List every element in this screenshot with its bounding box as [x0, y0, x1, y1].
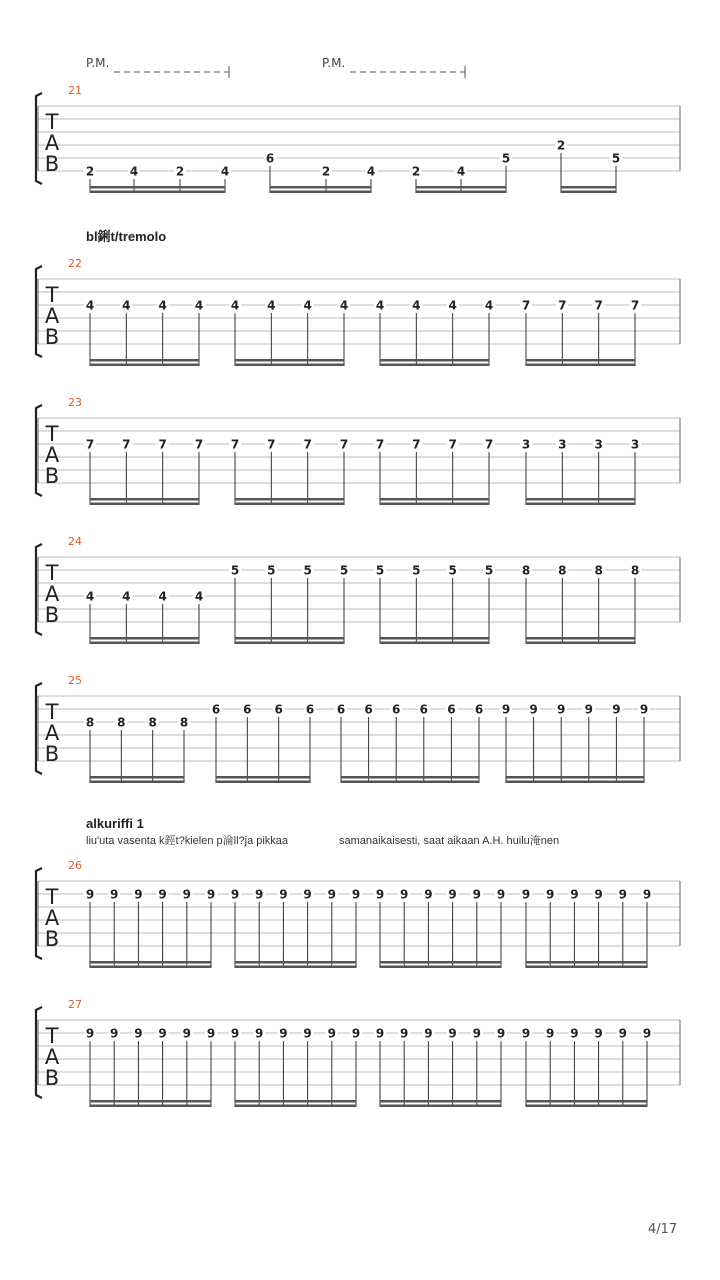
- fret-number: 9: [110, 1026, 119, 1041]
- fret-number: 3: [630, 437, 640, 452]
- fret-number: 4: [122, 298, 131, 313]
- fret-number: 9: [521, 1026, 531, 1041]
- fret-number: 7: [521, 298, 531, 313]
- fret-number: 9: [584, 702, 593, 717]
- lyric-text-left: liu'uta vasenta k鋞t?kielen p淪ll?ja pikkaa: [86, 835, 289, 847]
- beam-group: [84, 437, 205, 505]
- beam-secondary: [235, 364, 344, 367]
- fret-number: 9: [85, 1026, 95, 1041]
- beam-primary: [526, 1100, 647, 1103]
- system-bracket: [36, 868, 42, 959]
- fret-number: 5: [230, 563, 240, 578]
- beam-secondary: [526, 364, 635, 367]
- fret-number: 7: [375, 437, 385, 452]
- fret-number: 7: [412, 437, 421, 452]
- beam-group: [374, 1026, 507, 1107]
- beam-group: [374, 437, 495, 505]
- fret-number: 8: [117, 715, 126, 730]
- beam-secondary: [90, 642, 199, 645]
- beam-group: [374, 298, 495, 366]
- section-label-alkuriffi: alkuriffi 1: [86, 816, 144, 831]
- fret-number: 9: [158, 1026, 167, 1041]
- beam-group: [84, 715, 190, 783]
- fret-number: 9: [375, 887, 385, 902]
- fret-number: 9: [230, 1026, 240, 1041]
- beam-secondary: [526, 966, 647, 969]
- fret-number: 9: [618, 1026, 627, 1041]
- fret-number: 9: [327, 1026, 336, 1041]
- fret-number: 4: [158, 589, 167, 604]
- fret-number: 7: [484, 437, 494, 452]
- fret-number: 4: [267, 298, 276, 313]
- beam-secondary: [506, 781, 644, 784]
- fret-number: 7: [448, 437, 457, 452]
- beam-secondary: [90, 966, 211, 969]
- fret-number: 6: [419, 702, 428, 717]
- fret-number: 9: [642, 887, 652, 902]
- fret-number: 5: [448, 563, 457, 578]
- fret-number: 9: [85, 887, 95, 902]
- fret-number: 4: [339, 298, 349, 313]
- tab-clef-letter: B: [44, 1066, 60, 1090]
- fret-number: 2: [556, 138, 566, 153]
- beam-secondary: [235, 1105, 356, 1108]
- fret-number: 7: [85, 437, 95, 452]
- fret-number: 9: [400, 1026, 409, 1041]
- page-number: 4/17: [648, 1222, 678, 1237]
- measure-number: 22: [68, 257, 82, 270]
- measure-number: 26: [68, 859, 82, 872]
- beam-primary: [90, 961, 211, 964]
- fret-number: 9: [206, 887, 216, 902]
- tab-clef-letter: T: [45, 1024, 59, 1048]
- fret-number: 8: [521, 563, 531, 578]
- fret-number: 7: [158, 437, 167, 452]
- fret-number: 2: [411, 164, 421, 179]
- beam-secondary: [380, 364, 489, 367]
- fret-number: 6: [243, 702, 252, 717]
- tab-clef-letter: T: [45, 110, 59, 134]
- fret-number: 9: [472, 1026, 481, 1041]
- measure-number: 25: [68, 674, 82, 687]
- beam-primary: [526, 961, 647, 964]
- system-bracket: [36, 683, 42, 774]
- fret-number: 5: [303, 563, 312, 578]
- beam-group: [520, 563, 641, 644]
- beam-group: [520, 1026, 653, 1107]
- fret-number: 4: [484, 298, 494, 313]
- tab-clef-letter: A: [44, 721, 60, 745]
- fret-number: 9: [570, 1026, 579, 1041]
- lyric-text-right: samanaikaisesti, saat aikaan A.H. huilu淹nen: [339, 835, 560, 847]
- beam-secondary: [235, 966, 356, 969]
- tab-system: [36, 535, 680, 644]
- beam-group: [84, 298, 205, 366]
- fret-number: 7: [339, 437, 349, 452]
- tab-clef-letter: A: [44, 443, 60, 467]
- beam-secondary: [90, 503, 199, 506]
- fret-number: 4: [366, 164, 376, 179]
- fret-number: 8: [630, 563, 640, 578]
- fret-number: 9: [501, 702, 511, 717]
- fret-number: 4: [194, 589, 204, 604]
- fret-number: 5: [412, 563, 421, 578]
- beam-group: [229, 1026, 362, 1107]
- fret-number: 2: [321, 164, 331, 179]
- fret-number: 9: [424, 887, 433, 902]
- fret-number: 9: [375, 1026, 385, 1041]
- beam-secondary: [380, 503, 489, 506]
- fret-number: 4: [230, 298, 240, 313]
- system-bracket: [36, 405, 42, 496]
- fret-number: 9: [472, 887, 481, 902]
- tab-clef-letter: A: [44, 1045, 60, 1069]
- fret-number: 7: [558, 298, 567, 313]
- fret-number: 7: [194, 437, 204, 452]
- beam-group: [374, 563, 495, 644]
- fret-number: 9: [594, 1026, 603, 1041]
- beam-secondary: [235, 503, 344, 506]
- fret-number: 6: [474, 702, 484, 717]
- fret-number: 6: [364, 702, 373, 717]
- beam-secondary: [90, 364, 199, 367]
- tab-system: [36, 396, 680, 505]
- beam-primary: [506, 776, 644, 779]
- fret-number: 9: [557, 702, 566, 717]
- fret-number: 9: [206, 1026, 216, 1041]
- fret-number: 7: [122, 437, 131, 452]
- beam-primary: [416, 186, 506, 189]
- fret-number: 6: [211, 702, 221, 717]
- beam-primary: [380, 1100, 501, 1103]
- fret-number: 5: [267, 563, 276, 578]
- beam-primary: [235, 498, 344, 501]
- tab-clef-letter: T: [45, 561, 59, 585]
- beam-group: [84, 1026, 217, 1107]
- fret-number: 5: [375, 563, 385, 578]
- fret-number: 9: [303, 1026, 312, 1041]
- tab-clef-letter: A: [44, 582, 60, 606]
- beam-secondary: [90, 191, 225, 194]
- fret-number: 7: [303, 437, 312, 452]
- fret-number: 3: [521, 437, 531, 452]
- beam-primary: [380, 637, 489, 640]
- beam-group: [374, 887, 507, 968]
- fret-number: 9: [351, 1026, 361, 1041]
- tab-system: [36, 674, 680, 783]
- beam-primary: [90, 1100, 211, 1103]
- tab-system: [36, 84, 680, 193]
- tab-clef-letter: T: [45, 422, 59, 446]
- system-bracket: [36, 93, 42, 184]
- fret-number: 3: [558, 437, 567, 452]
- beam-primary: [90, 776, 184, 779]
- beam-secondary: [526, 503, 635, 506]
- beam-primary: [216, 776, 310, 779]
- fret-number: 5: [501, 151, 511, 166]
- beam-primary: [90, 186, 225, 189]
- beam-secondary: [526, 642, 635, 645]
- fret-number: 8: [148, 715, 157, 730]
- fret-number: 6: [336, 702, 346, 717]
- beam-secondary: [270, 191, 371, 194]
- beam-group: [84, 589, 205, 644]
- beam-primary: [235, 961, 356, 964]
- fret-number: 6: [305, 702, 315, 717]
- fret-number: 9: [279, 887, 288, 902]
- fret-number: 4: [456, 164, 466, 179]
- beam-secondary: [380, 966, 501, 969]
- beam-group: [264, 151, 377, 193]
- fret-number: 9: [618, 887, 627, 902]
- fret-number: 4: [194, 298, 204, 313]
- fret-number: 9: [230, 887, 240, 902]
- measure-number: 24: [68, 535, 82, 548]
- fret-number: 9: [327, 887, 336, 902]
- system-bracket: [36, 266, 42, 357]
- beam-group: [555, 138, 622, 193]
- beam-group: [210, 702, 316, 783]
- fret-number: 3: [594, 437, 603, 452]
- beam-secondary: [90, 781, 184, 784]
- system-bracket: [36, 1007, 42, 1098]
- fret-number: 5: [611, 151, 621, 166]
- fret-number: 6: [274, 702, 283, 717]
- fret-number: 9: [110, 887, 119, 902]
- fret-number: 9: [134, 1026, 143, 1041]
- tab-clef-letter: T: [45, 700, 59, 724]
- tab-clef-letter: A: [44, 304, 60, 328]
- beam-secondary: [526, 1105, 647, 1108]
- measure-number: 23: [68, 396, 82, 409]
- fret-number: 4: [85, 298, 95, 313]
- system-bracket: [36, 544, 42, 635]
- tab-clef-letter: A: [44, 906, 60, 930]
- fret-number: 8: [85, 715, 95, 730]
- measure-number: 21: [68, 84, 82, 97]
- beam-secondary: [90, 1105, 211, 1108]
- beam-group: [520, 887, 653, 968]
- tab-system: [36, 257, 680, 366]
- tab-clef-letter: B: [44, 603, 60, 627]
- beam-primary: [235, 1100, 356, 1103]
- fret-number: 7: [230, 437, 240, 452]
- fret-number: 9: [351, 887, 361, 902]
- beam-primary: [380, 359, 489, 362]
- fret-number: 4: [303, 298, 312, 313]
- fret-number: 4: [220, 164, 230, 179]
- fret-number: 9: [570, 887, 579, 902]
- tab-clef-letter: T: [45, 283, 59, 307]
- beam-primary: [380, 961, 501, 964]
- measure-number: 27: [68, 998, 82, 1011]
- beam-primary: [90, 637, 199, 640]
- fret-number: 7: [630, 298, 640, 313]
- tab-system: [36, 998, 680, 1107]
- tab-clef-letter: B: [44, 464, 60, 488]
- fret-number: 9: [546, 1026, 555, 1041]
- beam-secondary: [341, 781, 479, 784]
- tab-clef-letter: B: [44, 927, 60, 951]
- beam-group: [229, 563, 350, 644]
- beam-primary: [380, 498, 489, 501]
- beam-group: [229, 437, 350, 505]
- beam-group: [410, 151, 512, 193]
- fret-number: 5: [484, 563, 494, 578]
- tab-clef-letter: B: [44, 152, 60, 176]
- beam-primary: [235, 359, 344, 362]
- fret-number: 9: [639, 702, 649, 717]
- beam-secondary: [416, 191, 506, 194]
- beam-group: [229, 887, 362, 968]
- fret-number: 9: [546, 887, 555, 902]
- fret-number: 4: [129, 164, 139, 179]
- fret-number: 9: [529, 702, 538, 717]
- fret-number: 5: [339, 563, 349, 578]
- beam-primary: [561, 186, 616, 189]
- fret-number: 9: [255, 1026, 264, 1041]
- fret-number: 9: [400, 887, 409, 902]
- beam-primary: [526, 498, 635, 501]
- fret-number: 7: [594, 298, 603, 313]
- tab-clef-letter: T: [45, 885, 59, 909]
- palm-mute-label-1: P.M.: [86, 56, 110, 70]
- beam-primary: [526, 637, 635, 640]
- fret-number: 9: [612, 702, 621, 717]
- tab-clef-letter: B: [44, 742, 60, 766]
- fret-number: 6: [265, 151, 275, 166]
- beam-primary: [526, 359, 635, 362]
- fret-number: 2: [175, 164, 185, 179]
- beam-primary: [270, 186, 371, 189]
- fret-number: 8: [179, 715, 189, 730]
- fret-number: 9: [255, 887, 264, 902]
- fret-number: 4: [448, 298, 457, 313]
- beam-secondary: [216, 781, 310, 784]
- beam-primary: [341, 776, 479, 779]
- beam-secondary: [561, 191, 616, 194]
- beam-primary: [235, 637, 344, 640]
- beam-secondary: [380, 642, 489, 645]
- fret-number: 6: [392, 702, 401, 717]
- fret-number: 8: [558, 563, 567, 578]
- fret-number: 4: [85, 589, 95, 604]
- beam-group: [520, 437, 641, 505]
- fret-number: 9: [496, 887, 506, 902]
- fret-number: 8: [594, 563, 603, 578]
- beam-group: [84, 164, 231, 193]
- beam-group: [229, 298, 350, 366]
- beam-group: [520, 298, 641, 366]
- section-label-tremolo: bl鋓t/tremolo: [86, 229, 167, 244]
- tab-clef-letter: B: [44, 325, 60, 349]
- beam-primary: [90, 498, 199, 501]
- beam-secondary: [235, 642, 344, 645]
- fret-number: 4: [158, 298, 167, 313]
- fret-number: 9: [496, 1026, 506, 1041]
- fret-number: 9: [521, 887, 531, 902]
- beam-group: [335, 702, 485, 783]
- fret-number: 9: [424, 1026, 433, 1041]
- fret-number: 7: [267, 437, 276, 452]
- palm-mute-label-2: P.M.: [322, 56, 346, 70]
- fret-number: 9: [182, 1026, 191, 1041]
- fret-number: 4: [375, 298, 385, 313]
- fret-number: 9: [134, 887, 143, 902]
- fret-number: 6: [447, 702, 456, 717]
- fret-number: 9: [448, 1026, 457, 1041]
- fret-number: 4: [412, 298, 421, 313]
- fret-number: 9: [158, 887, 167, 902]
- fret-number: 9: [642, 1026, 652, 1041]
- fret-number: 9: [303, 887, 312, 902]
- tab-clef-letter: A: [44, 131, 60, 155]
- fret-number: 9: [279, 1026, 288, 1041]
- fret-number: 9: [448, 887, 457, 902]
- fret-number: 2: [85, 164, 95, 179]
- beam-group: [84, 887, 217, 968]
- tab-system: [36, 859, 680, 968]
- beam-secondary: [380, 1105, 501, 1108]
- beam-primary: [90, 359, 199, 362]
- fret-number: 4: [122, 589, 131, 604]
- fret-number: 9: [594, 887, 603, 902]
- beam-group: [500, 702, 650, 783]
- fret-number: 9: [182, 887, 191, 902]
